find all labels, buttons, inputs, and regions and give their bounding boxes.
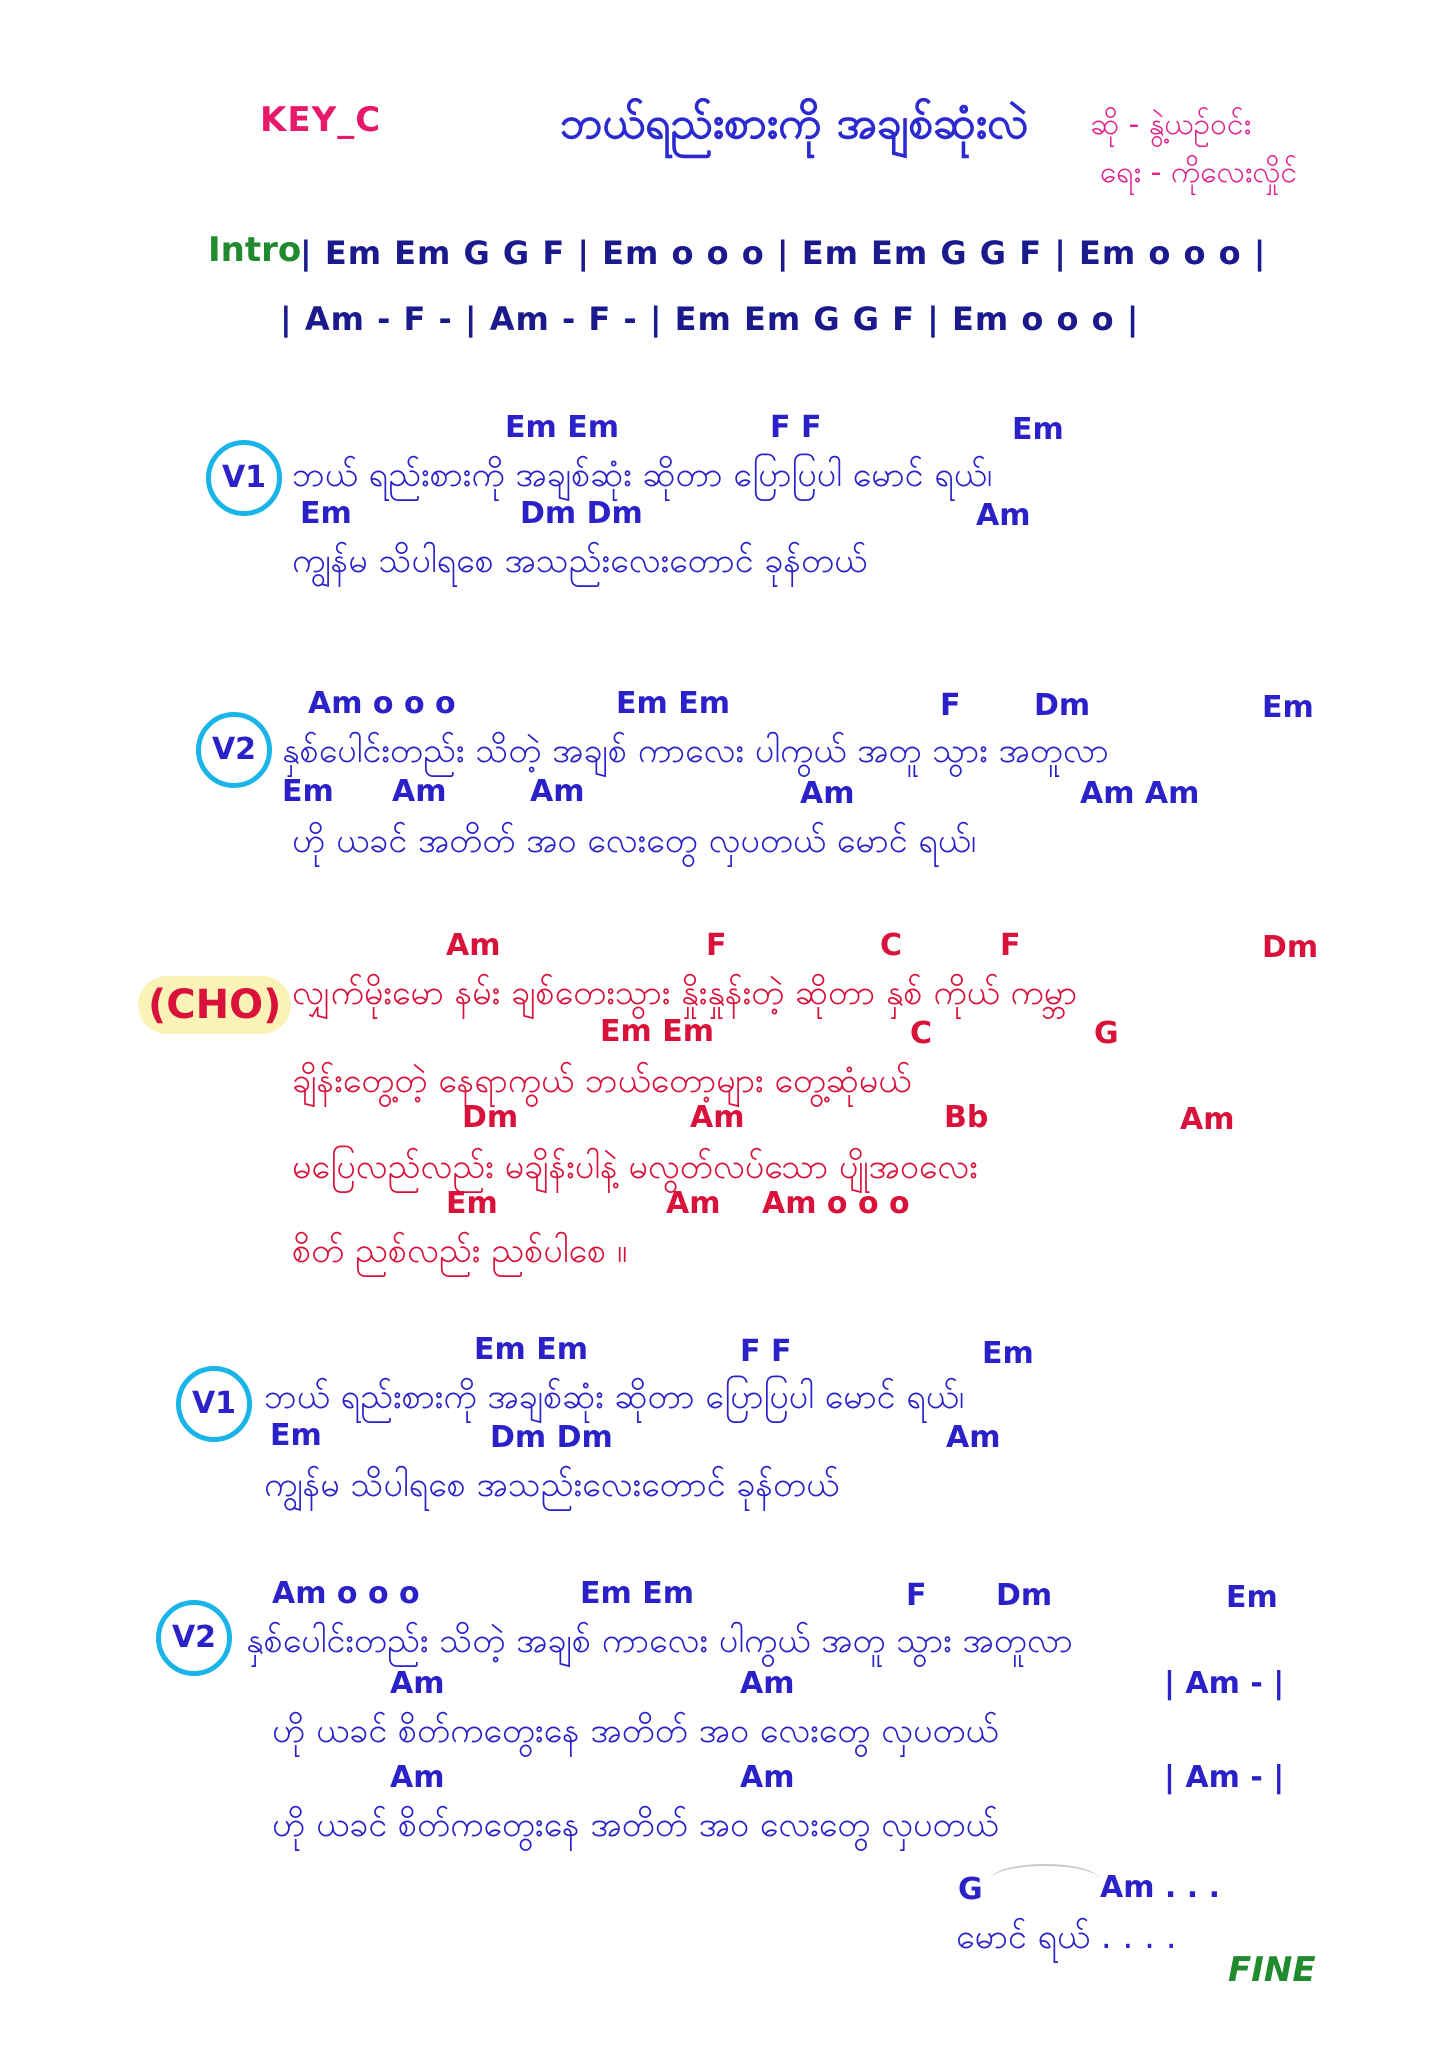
chord-label: G — [1094, 1016, 1119, 1051]
chord-label: Am — [946, 1420, 1001, 1455]
chord-label: Am o o o — [272, 1576, 420, 1611]
chord-label: Am — [690, 1100, 745, 1135]
tie-arc — [990, 1864, 1100, 1896]
chord-label: Am — [740, 1666, 795, 1701]
chorus-label: (CHO) — [138, 976, 291, 1034]
verse1-repeat-badge: V1 — [176, 1366, 252, 1442]
verse1-repeat-lyric-line2: ကျွန်မ သိပါရစေ အသည်းလေးတောင် ခုန်တယ် — [264, 1465, 840, 1505]
chord-label: Em Em — [616, 686, 730, 721]
chord-label: Am . . . — [1100, 1870, 1220, 1905]
song-title: ဘယ်ရည်းစားကို အချစ်ဆုံးလဲ — [560, 98, 1029, 149]
chord-label: F — [1000, 928, 1021, 963]
chord-label: C — [910, 1016, 933, 1051]
chord-label: F — [940, 688, 961, 723]
chord-label: Em — [446, 1186, 498, 1221]
chord-label: Am Am — [1080, 776, 1200, 811]
chord-label: Dm — [1034, 688, 1091, 723]
chord-label: Am — [390, 1666, 445, 1701]
chord-label: Am — [666, 1186, 721, 1221]
chord-label: Em — [982, 1336, 1034, 1371]
chord-label: Am — [446, 928, 501, 963]
verse2-badge: V2 — [196, 712, 272, 788]
verse2-lyric-line1: နှစ်ပေါင်းတည်း သိတဲ့ အချစ် ကာလေး ပါကွယ် အတူ သွား အတူလာ — [282, 731, 1109, 771]
intro-progression-line1: | Em Em G G F | Em o o o | Em Em G G F | Em o o o | — [300, 234, 1267, 272]
chord-label: Dm Dm — [490, 1420, 613, 1455]
chorus-lyric-line4: စိတ် ညစ်လည်း ညစ်ပါစေ ။ — [292, 1231, 628, 1271]
chord-label: F F — [770, 410, 822, 445]
song-key: KEY_C — [260, 100, 382, 140]
chord-label: Am — [392, 774, 447, 809]
ending-lyric: မောင် ရယ် . . . . — [956, 1917, 1177, 1957]
writer-credit: ရေး - ကိုလေးလှိုင် — [1100, 155, 1298, 190]
chord-label: Am — [390, 1760, 445, 1795]
chord-label: Am — [1180, 1102, 1235, 1137]
chord-label: Em — [270, 1418, 322, 1453]
verse2-repeat-lyric-line3: ဟို ယခင် စိတ်ကတွေးနေ အတိတ် အဝ လေးတွေ လှပတယ် — [272, 1805, 999, 1845]
chord-label: Am — [800, 776, 855, 811]
chord-label: Em Em — [580, 1576, 694, 1611]
chord-label: Am o o o — [308, 686, 456, 721]
chord-label: Am — [530, 774, 585, 809]
chord-label: | Am - | — [1164, 1666, 1285, 1701]
singer-credit: ဆို - နွဲ့ယဉ်ဝင်း — [1090, 107, 1252, 142]
chord-label: Dm — [462, 1100, 519, 1135]
chord-label: | Am - | — [1164, 1760, 1285, 1795]
verse2-repeat-lyric-line1: နှစ်ပေါင်းတည်း သိတဲ့ အချစ် ကာလေး ပါကွယ် အတူ သွား အတူလာ — [246, 1621, 1073, 1661]
verse1-badge: V1 — [206, 440, 282, 516]
chord-label: Dm Dm — [520, 496, 643, 531]
chord-label: F F — [740, 1334, 792, 1369]
chorus-lyric-line2: ချိန်းတွေ့တဲ့ နေရာကွယ် ဘယ်တော့များ တွေ့ဆုံမယ် — [292, 1061, 912, 1101]
chord-label: Em — [1012, 412, 1064, 447]
chord-label: Am — [976, 498, 1031, 533]
chord-label: Dm — [996, 1578, 1053, 1613]
chord-label: Em Em — [474, 1332, 588, 1367]
intro-progression-line2: | Am - F - | Am - F - | Em Em G G F | Em o o o | — [280, 300, 1140, 338]
chord-label: C — [880, 928, 903, 963]
chord-label: G — [958, 1872, 983, 1907]
chord-label: Am o o o — [762, 1186, 910, 1221]
chorus-lyric-line1: လျှက်မိုးမော နမ်း ချစ်တေးသွား နှိုးနှုန်းတဲ့ ဆိုတာ နှစ် ကိုယ် ကမ္ဘာ — [292, 973, 1078, 1013]
chord-label: Em Em — [505, 410, 619, 445]
chord-label: F — [906, 1578, 927, 1613]
chord-label: Em Em — [600, 1014, 714, 1049]
chord-label: Dm — [1262, 930, 1319, 965]
verse1-lyric-line2: ကျွန်မ သိပါရစေ အသည်းလေးတောင် ခုန်တယ် — [292, 541, 868, 581]
chord-label: Em — [282, 774, 334, 809]
chord-label: F — [706, 928, 727, 963]
chord-label: Bb — [944, 1100, 989, 1135]
verse2-repeat-badge: V2 — [156, 1600, 232, 1676]
chord-label: Em — [1226, 1580, 1278, 1615]
verse2-repeat-lyric-line2: ဟို ယခင် စိတ်ကတွေးနေ အတိတ် အဝ လေးတွေ လှပတယ် — [272, 1711, 999, 1751]
verse1-repeat-lyric-line1: ဘယ် ရည်းစားကို အချစ်ဆုံး ဆိုတာ ပြောပြပါ မောင် ရယ်၊ — [264, 1377, 965, 1417]
chord-label: Em — [1262, 690, 1314, 725]
verse1-lyric-line1: ဘယ် ရည်းစားကို အချစ်ဆုံး ဆိုတာ ပြောပြပါ မောင် ရယ်၊ — [292, 455, 993, 495]
chord-label: Am — [740, 1760, 795, 1795]
verse2-lyric-line2: ဟို ယခင် အတိတ် အဝ လေးတွေ လှပတယ် မောင် ရယ်၊ — [292, 821, 977, 861]
fine-marker: FINE — [1228, 1950, 1316, 1990]
chord-label: Em — [300, 496, 352, 531]
intro-label: Intro — [208, 230, 302, 270]
chorus-lyric-line3: မပြေလည်လည်း မချိန်းပါနဲ့ မလွတ်လပ်သော ပျိုအဝလေး — [292, 1147, 978, 1187]
